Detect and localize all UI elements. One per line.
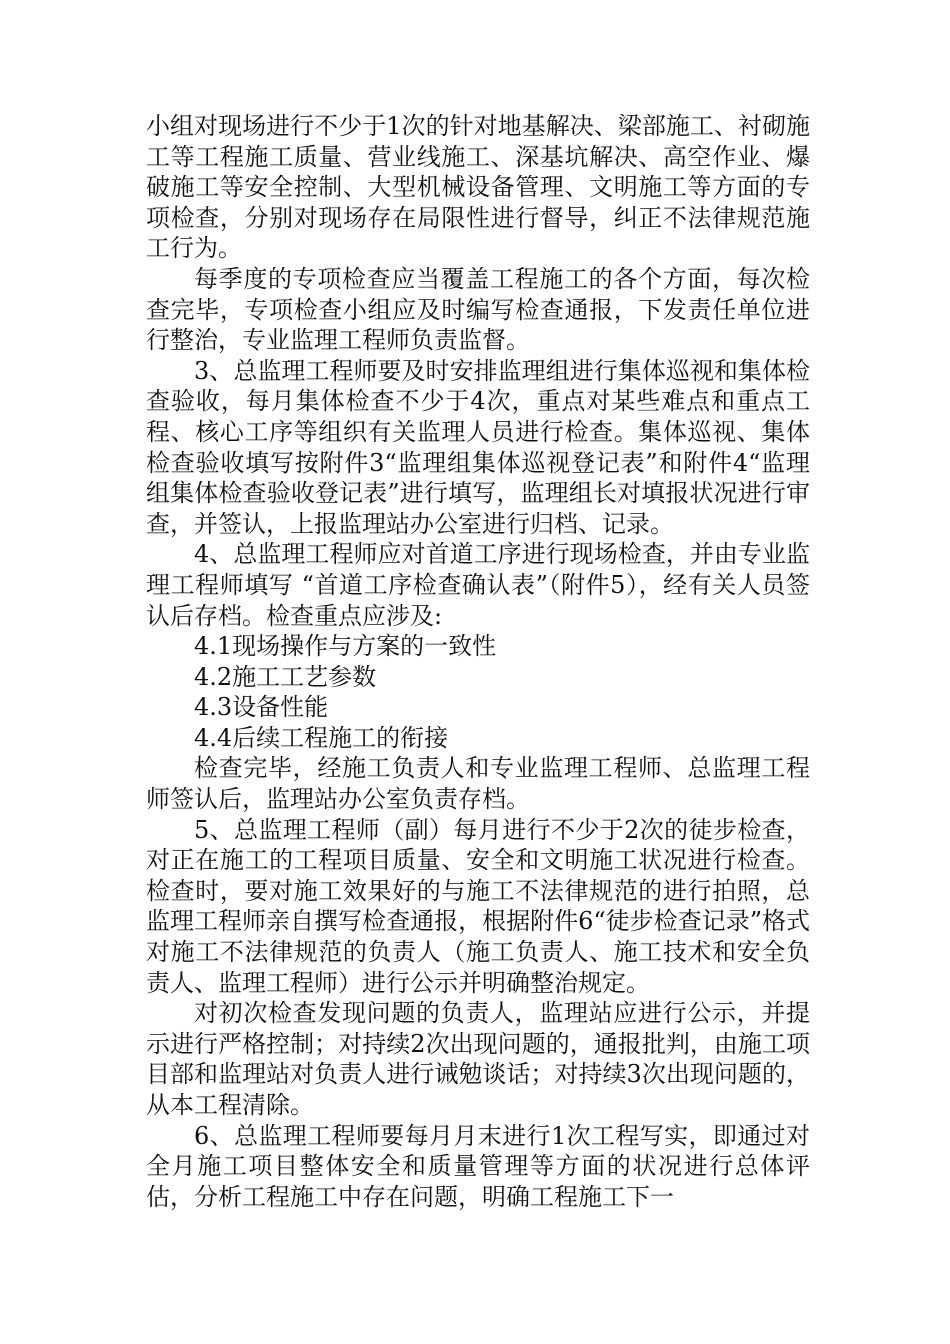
paragraph-5: 检查完毕，经施工负责人和专业监理工程师、总监理工程师签认后，监理站办公室负责存档。: [146, 754, 810, 814]
paragraph-6: 5、总监理工程师（副）每月进行不少于2次的徒步检查，对正在施工的工程项目质量、安全和文明施工状况进行检查。检查时，要对施工效果好的与施工不法律规范的进行拍照，总监理工程师亲自撰写检查通报，根据附件6“徒步检查记录”格式对施工不法律规范的负责人（施工负责人、施工技术和安全负责人、监理工程师）进行公示并明确整治规定。: [146, 815, 810, 997]
paragraph-3: 3、总监理工程师要及时安排监理组进行集体巡视和集体检查验收，每月集体检查不少于4次，重点对某些难点和重点工程、核心工序等组织有关监理人员进行检查。集体巡视、集体检查验收填写按附件3“监理组集体巡视登记表”和附件4“监理组集体检查验收登记表”进行填写，监理组长对填报状况进行审查，并签认，上报监理站办公室进行归档、记录。: [146, 356, 810, 538]
paragraph-2: 每季度的专项检查应当覆盖工程施工的各个方面，每次检查完毕，专项检查小组应及时编写检查通报，下发责任单位进行整治，专业监理工程师负责监督。: [146, 264, 810, 355]
list-item-4-3: 4.3设备性能: [194, 693, 329, 722]
paragraph-1: 小组对现场进行不少于1次的针对地基解决、梁部施工、衬砌施工等工程施工质量、营业线施工、深基坑解决、高空作业、爆破施工等安全控制、大型机械设备管理、文明施工等方面的专项检查，分别对现场存在局限性进行督导，纠正不法律规范施工行为。: [146, 112, 810, 263]
paragraph-8: 6、总监理工程师要每月月末进行1次工程写实，即通过对全月施工项目整体安全和质量管理等方面的状况进行总体评估，分析工程施工中存在问题，明确工程施工下一: [146, 1121, 810, 1211]
list-item-4-4: 4.4后续工程施工的衔接: [194, 723, 449, 752]
list-item-4-1: 4.1现场操作与方案的一致性: [194, 632, 497, 661]
list-item-4-2: 4.2施工工艺参数: [194, 662, 377, 691]
document-page: [146, 111, 810, 1212]
paragraph-4: 4、总监理工程师应对首道工序进行现场检查，并由专业监理工程师填写 “首道工序检查确认表”（附件5），经有关人员签认后存档。检查重点应涉及:: [146, 540, 810, 630]
paragraph-7: 对初次检查发现问题的负责人，监理站应进行公示，并提示进行严格控制；对持续2次出现问题的，通报批判，由施工项目部和监理站对负责人进行诫勉谈话；对持续3次出现问题的，从本工程清除。: [146, 999, 810, 1119]
